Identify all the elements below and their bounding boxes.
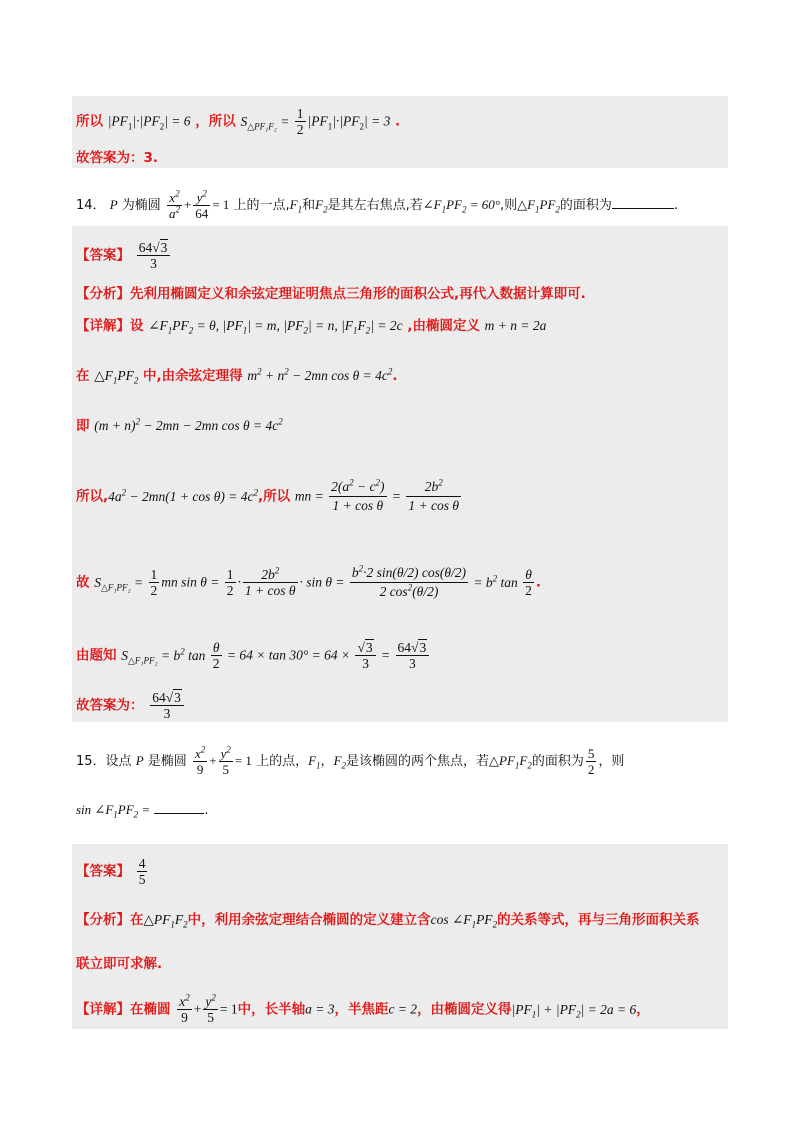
q15-a3: 的关系等式，再与三角形面积关系 <box>497 912 700 928</box>
q15-detail-label: 【详解】 <box>76 1001 130 1018</box>
q15-d2: 中，长半轴 <box>237 1001 306 1018</box>
q15-t7: . <box>204 803 209 818</box>
q14-t1: 为椭圆 <box>121 198 161 213</box>
q14-t6: 的面积为 <box>559 198 612 213</box>
q14-d9: 故 <box>76 574 90 591</box>
q14-detail-label: 【详解】 <box>76 318 130 334</box>
q14-d3: 在 <box>76 368 90 384</box>
q14-analysis-label: 【分析】 <box>76 286 130 302</box>
q15-d5: ， <box>636 1001 650 1018</box>
q15-number: 15．设点 <box>76 754 132 769</box>
q14-d5: . <box>392 368 398 384</box>
q14-t7: . <box>673 198 679 213</box>
q14-d4: 中,由余弦定理得 <box>143 368 243 384</box>
q14-d8: ,所以 <box>257 488 291 505</box>
q15-t3: ， <box>320 754 334 769</box>
q14-d7: 所以, <box>76 488 109 505</box>
prev-text-b: ，所以 <box>195 113 236 130</box>
q14-detail-4: 所以$,4a^2 - 2mn(1 + \cos \theta) = 4c^2$,所以 mn = $\frac{2(a^2 - c^2)}{\text{1 + cos θ}}$ = $\frac{2b^2}{\text{1 + cos θ}}$ <box>76 477 460 513</box>
q15-a1: 在 <box>130 912 144 928</box>
q15-blank <box>154 801 204 814</box>
q14-t5: ,则 <box>499 198 518 213</box>
q14-final-label: 故答案为： <box>76 697 144 714</box>
q15-answer: 【答案】 $\frac{4}{5}$ <box>76 856 146 887</box>
q15-analysis: 【分析】在$\triangle PF_1F_2$中，利用余弦定理结合椭圆的定义建立含$\cos \angle F_1PF_2$的关系等式，再与三角形面积关系 <box>76 912 700 930</box>
q14-analysis <box>76 284 728 304</box>
prev-line-1: 所以 $|PF_1|\cdot|PF_2| = 6$ ，所以 $S_{\triangle PF_1F_2}$ = $\frac{1}{2}$ $|PF_1|\cdot|PF_2| = 3$ . <box>76 106 401 137</box>
q14-detail-3: 即 $(m + n)^2 - 2mn - 2mn$ $\cos \theta = 4c^2$ <box>76 416 283 434</box>
q15-analysis-label: 【分析】 <box>76 912 130 928</box>
q14-t4: 是其左右焦点,若 <box>327 198 423 213</box>
q14-detail-5: 故 $S_{\triangle F_1PF_2}$ = $\frac{1}{2}$ mn sin θ = $\frac{1}{2}$ · $\frac{2b^2}{\text{1 + cos θ}}$ · sin θ = $\frac{b^2\cdot 2 \sin(\theta/2) \cos(\theta/2)}{2 \cos^2(\theta/2)}$ = $b^2$ tan $\frac{\theta}{2}$ . <box>76 563 542 599</box>
q14-d10: . <box>535 574 542 591</box>
q14-detail-2: 在 $\triangle F_1PF_2$ 中,由余弦定理得 $m^2 + n^2 - 2mn$ $\cos \theta = 4c^2$. <box>76 366 398 386</box>
q14-statement: 14． P 为椭圆 $\frac{x^2}{a^2}$ + $\frac{y^2}{64}$ = 1 上的一点$,F_1$和$F_2$是其左右焦点,若$\angle F_1PF_2 = 60^\circ$,则$\triangle F_1PF_2$的面积为 . <box>76 188 679 221</box>
q15-statement: 15．设点 P 是椭圆 $\frac{x^2}{9}$ + $\frac{y^2}{5}$ = 1 上的点，$F_1$，$F_2$是该椭圆的两个焦点，若$\triangle PF_1F_2$的面积为 $\frac{5}{2}$ ，则 <box>76 744 625 777</box>
q14-answer-label: 【答案】 <box>76 247 130 264</box>
q15-t6: ，则 <box>598 754 625 769</box>
q15-statement-2: $\sin \angle F_1PF_2$ = . <box>76 802 209 820</box>
q15-d1: 在椭圆 <box>130 1001 171 1018</box>
q14-d6: 即 <box>76 418 90 434</box>
q15-d4: ，由椭圆定义得 <box>417 1001 512 1018</box>
prev-text-end: . <box>395 113 401 130</box>
q15-d3: ，半焦距 <box>334 1001 389 1018</box>
q15-t5: 的面积为 <box>531 754 584 769</box>
q15-a2: 中，利用余弦定理结合椭圆的定义建立含 <box>187 912 431 928</box>
q14-t3: 和 <box>302 198 316 213</box>
q14-blank <box>612 196 674 209</box>
prev-text-a: 所以 <box>76 113 103 130</box>
q14-d11: 由题知 <box>76 647 117 664</box>
q14-detail-1: 【详解】设 $\angle F_1PF_2 = \theta$, $|PF_1| = m$, $|PF_2| = n$, $|F_1F_2| = 2c$ ,由椭圆定义 m + n = 2a <box>76 318 547 336</box>
q14-d1: 设 <box>130 318 144 334</box>
q15-t2: 上的点， <box>256 754 309 769</box>
q14-detail-6: 由题知 $S_{\triangle F_1PF_2} = b^2$ tan $\frac{\theta}{2}$ = 64 × tan 30° = 64 × $\frac{√3}{3}$ = $\frac{64√3}{3}$ <box>76 640 728 671</box>
q15-detail-1: 【详解】在椭圆 $\frac{x^2}{9}$ + $\frac{y^2}{5}$ = 1中，长半轴a = 3，半焦距c = 2，由椭圆定义得$|PF_1| + |PF_2| = 2a = 6$， <box>76 992 650 1025</box>
q15-answer-label: 【答案】 <box>76 863 130 880</box>
q14-number: 14． <box>76 198 106 213</box>
q15-t1: 是椭圆 <box>147 754 187 769</box>
prev-answer: 故答案为：3. <box>76 150 159 166</box>
q14-d2: ,由椭圆定义 <box>407 318 480 334</box>
q14-t2: 上的一点, <box>233 198 290 213</box>
q14-final-answer: 故答案为： $\frac{64√3}{3}$ <box>76 690 728 721</box>
q14-answer: 【答案】 $\frac{64√3}{3}$ <box>76 240 728 271</box>
q15-t4: 是该椭圆的两个焦点，若 <box>346 754 490 769</box>
q15-analysis-2: 联立即可求解. <box>76 956 163 972</box>
q14-analysis-text: 先利用椭圆定义和余弦定理证明焦点三角形的面积公式,再代入数据计算即可. <box>130 286 586 302</box>
